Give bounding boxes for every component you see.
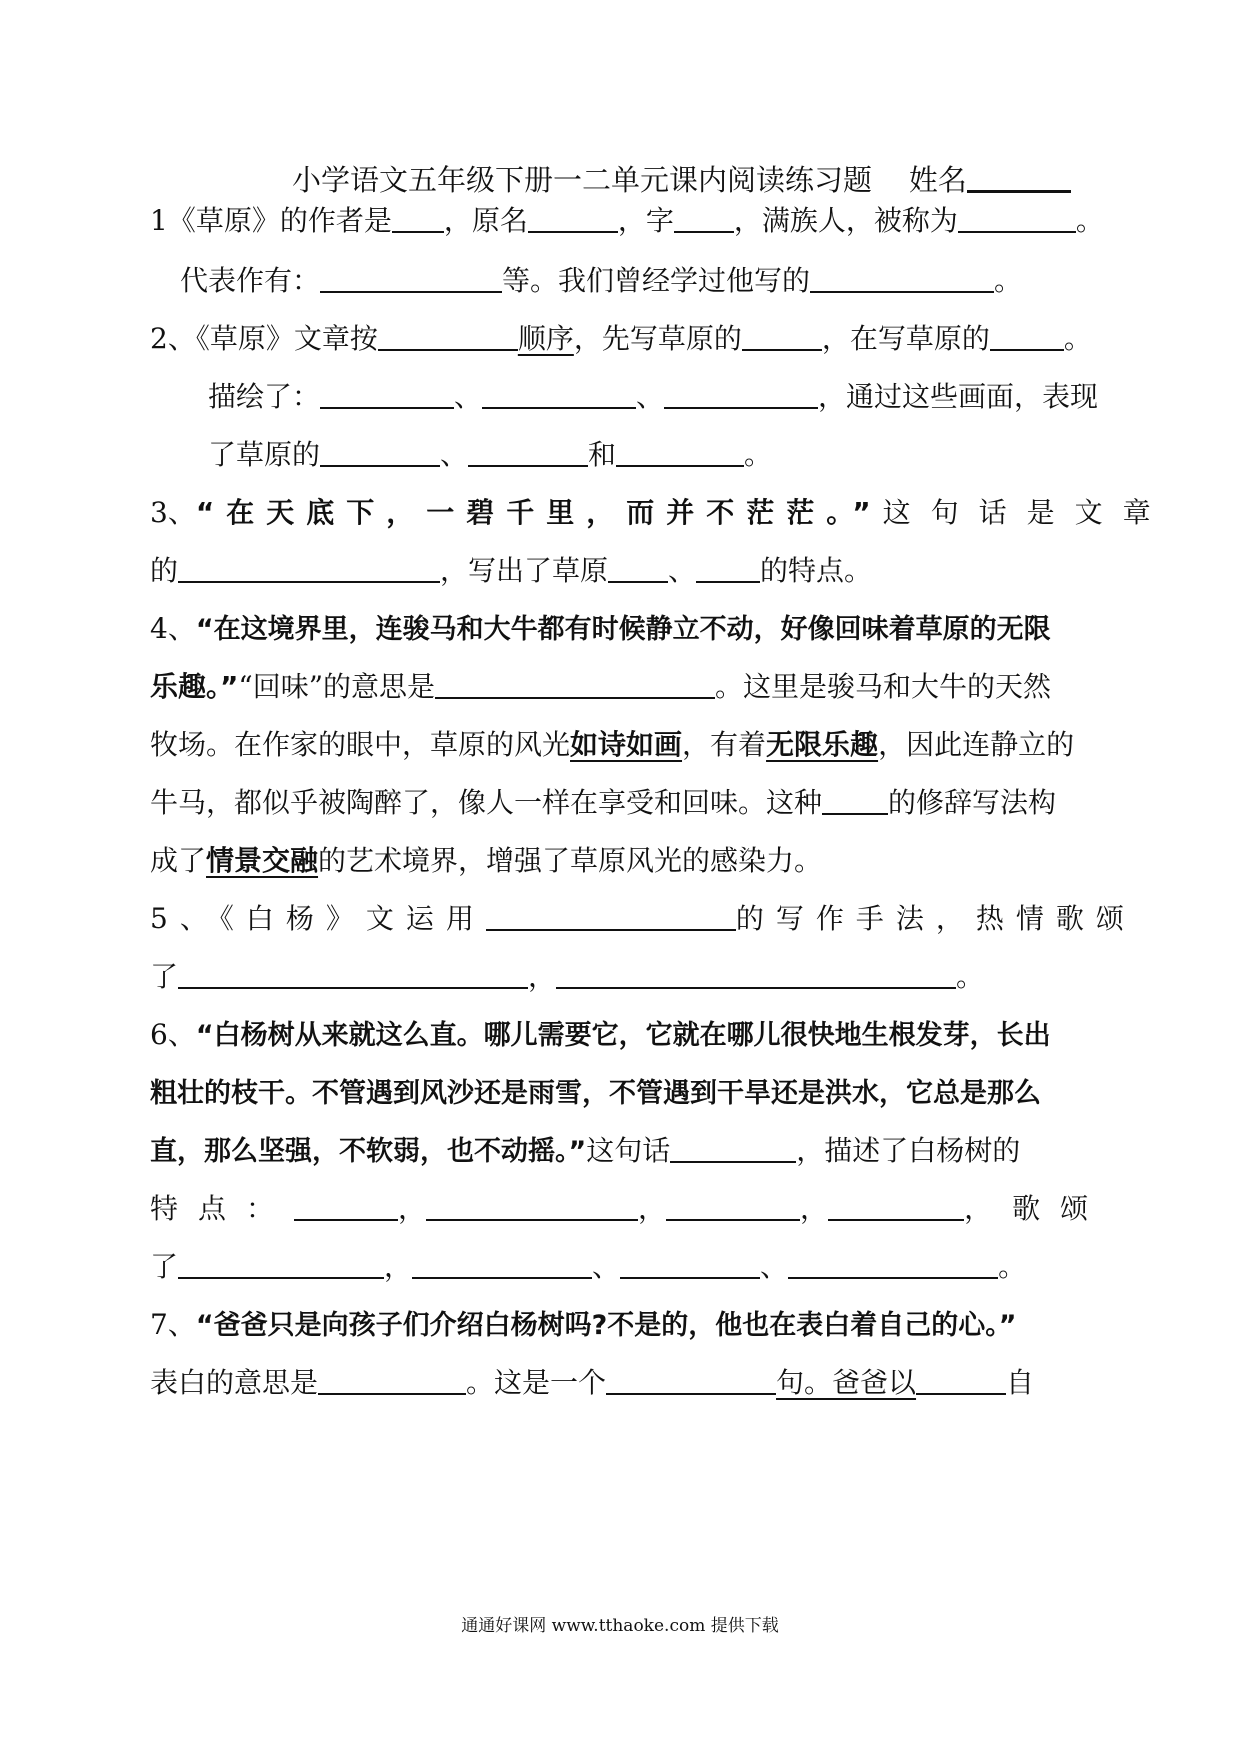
blank-7-meaning[interactable]: [318, 1363, 466, 1395]
blank-1-courtesy-name[interactable]: [674, 201, 734, 233]
blank-2-scene-3[interactable]: [664, 377, 818, 409]
blank-6-feature-2[interactable]: [426, 1189, 638, 1221]
blank-6-praise-4[interactable]: [788, 1247, 998, 1279]
question-2-line-1: 2、《草原》文章按 顺序，先写草原的 ，在写草原的 。: [150, 309, 1100, 369]
question-6-line-1: 6、“白杨树从来就这么直。哪儿需要它，它就在哪儿很快地生根发芽，长出: [150, 1018, 1051, 1051]
blank-6-feature-3[interactable]: [666, 1189, 800, 1221]
question-5-line-2: 了 ， 。: [150, 947, 1100, 1007]
question-2-line-3: 了草原的 、 和 。: [208, 425, 1158, 485]
question-2-line-2: 描绘了： 、 、 ，通过这些画面，表现: [208, 367, 1158, 427]
question-3-line-2: 的 ，写出了草原 、 的特点。: [150, 541, 1100, 601]
blank-2-then[interactable]: [990, 319, 1064, 351]
blank-6-feature-1[interactable]: [294, 1189, 398, 1221]
question-6-line-4: 特点： ， ， ， ，歌颂: [150, 1179, 1100, 1239]
blank-1-original-name[interactable]: [528, 201, 618, 233]
blank-6-praise-2[interactable]: [412, 1247, 592, 1279]
page-footer: 通通好课网 www.tthaoke.com 提供下载: [461, 1616, 779, 1636]
blank-2-order[interactable]: [378, 319, 518, 351]
question-1-line-2: 代表作有： 等。我们曾经学过他写的 。: [180, 251, 1130, 311]
blank-6-sentence-type[interactable]: [670, 1131, 796, 1163]
blank-6-praise-1[interactable]: [178, 1247, 384, 1279]
blank-5-praise-1[interactable]: [178, 957, 528, 989]
blank-3-feature-2[interactable]: [696, 551, 760, 583]
question-4-line-5: 成了情景交融的艺术境界，增强了草原风光的感染力。: [150, 844, 823, 877]
name-blank[interactable]: [967, 160, 1071, 193]
blank-4-meaning[interactable]: [435, 667, 715, 699]
question-5-line-1: 5、《白杨》文运用 的写作手法，热情歌颂: [150, 889, 1100, 949]
blank-2-first[interactable]: [742, 319, 822, 351]
question-4-line-4: 牛马，都似乎被陶醉了，像人一样在享受和回味。这种 的修辞写法构: [150, 773, 1100, 833]
blank-1-works[interactable]: [320, 261, 502, 293]
blank-2-trait-2[interactable]: [468, 435, 588, 467]
question-6-line-5: 了 ， 、 、 。: [150, 1237, 1100, 1297]
question-4-line-3: 牧场。在作家的眼中，草原的风光如诗如画，有着无限乐趣，因此连静立的: [150, 728, 1075, 761]
title-text: 小学语文五年级下册一二单元课内阅读练习题: [292, 163, 873, 197]
question-6-line-2: 粗壮的枝干。不管遇到风沙还是雨雪，不管遇到干旱还是洪水，它总是那么: [150, 1078, 1041, 1109]
blank-7-self[interactable]: [916, 1363, 1006, 1395]
blank-3-feature-1[interactable]: [608, 551, 668, 583]
blank-7-sentence-type[interactable]: [606, 1363, 776, 1395]
blank-2-scene-1[interactable]: [320, 377, 454, 409]
question-4-line-2: 乐趣。”“回味”的意思是 。这里是骏马和大牛的天然: [150, 657, 1100, 717]
blank-1-studied[interactable]: [810, 261, 994, 293]
question-1-line-1: 1《草原》的作者是 ，原名 ，字 ，满族人，被称为 。: [150, 191, 1100, 251]
blank-1-author[interactable]: [392, 201, 444, 233]
name-label: 姓名: [908, 163, 967, 197]
blank-2-trait-3[interactable]: [616, 435, 744, 467]
blank-5-technique[interactable]: [486, 899, 736, 931]
blank-4-rhetoric[interactable]: [822, 783, 888, 815]
blank-3-position[interactable]: [178, 551, 440, 583]
blank-2-scene-2[interactable]: [482, 377, 636, 409]
question-4-line-1: 4、“在这境界里，连骏马和大牛都有时候静立不动，好像回味着草原的无限: [150, 612, 1051, 645]
question-6-line-3: 直，那么坚强，不软弱，也不动摇。”这句话 ，描述了白杨树的: [150, 1121, 1100, 1181]
blank-1-called[interactable]: [958, 201, 1076, 233]
question-3-line-1: 3、“在天底下，一碧千里，而并不茫茫。”这句话是文章: [150, 496, 1171, 529]
question-7-line-2: 表白的意思是 。这是一个 句。爸爸以 自: [150, 1353, 1100, 1413]
blank-5-praise-2[interactable]: [556, 957, 956, 989]
blank-6-praise-3[interactable]: [620, 1247, 760, 1279]
blank-2-trait-1[interactable]: [320, 435, 440, 467]
blank-6-feature-4[interactable]: [828, 1189, 964, 1221]
question-7-line-1: 7、“爸爸只是向孩子们介绍白杨树吗?不是的，他也在表白着自己的心。”: [150, 1308, 1017, 1341]
